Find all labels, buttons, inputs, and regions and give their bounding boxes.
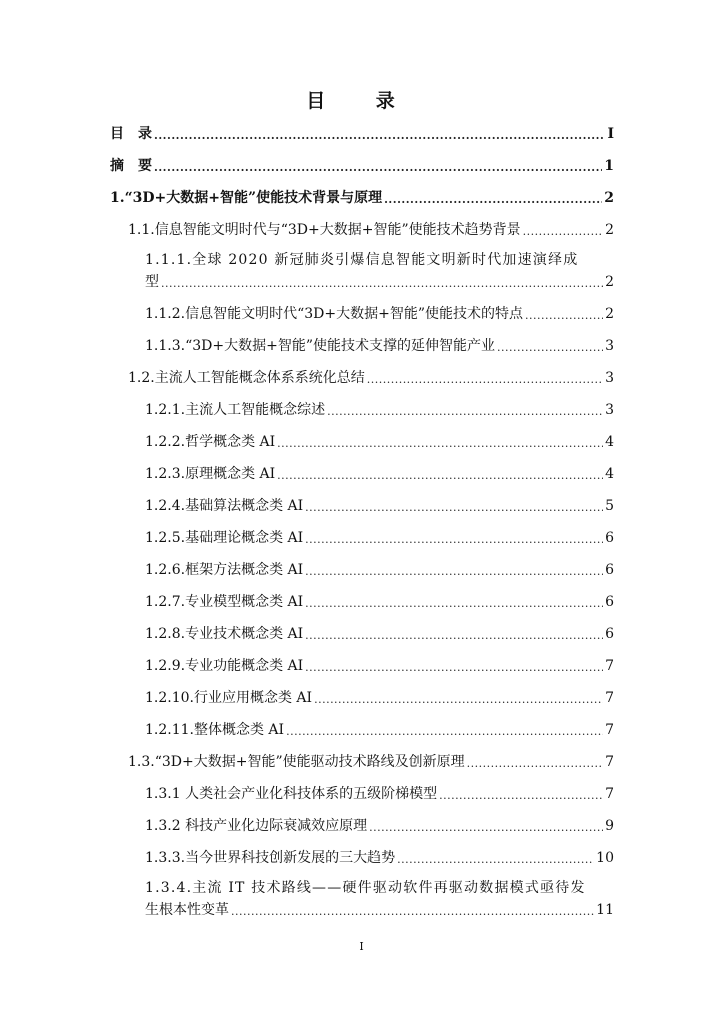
- toc-entry-label: 摘 要: [110, 158, 152, 174]
- toc-entry-page: 6: [605, 562, 614, 578]
- dot-leader: [397, 852, 594, 868]
- toc-entry-label: 1.2.6.框架方法概念类 AI: [145, 562, 304, 578]
- toc-entry-label: 1.2.9.专业功能概念类 AI: [145, 658, 304, 674]
- toc-entry-label: 目 录: [110, 126, 152, 142]
- dot-leader: [305, 532, 603, 548]
- toc-entry-page: 2: [605, 222, 614, 238]
- toc-entry-label: 1.1.信息智能文明时代与“3D+大数据+智能”使能技术趋势背景: [128, 222, 521, 238]
- toc-entry[interactable]: [145, 656, 614, 676]
- toc-entry[interactable]: [145, 272, 614, 292]
- toc-entry-page: 6: [605, 530, 614, 546]
- toc-entry-label: 1.2.主流人工智能概念体系系统化总结: [128, 370, 365, 386]
- toc-entry[interactable]: [110, 124, 614, 144]
- toc-entry-label-line1[interactable]: 1.3.4.主流 IT 技术路线——硬件驱动软件再驱动数据模式亟待发: [145, 880, 586, 896]
- toc-entry[interactable]: [145, 784, 614, 804]
- toc-entry-page: 3: [605, 338, 614, 354]
- toc-entry-label-line2: 型: [145, 274, 159, 290]
- toc-entry-label: 1.2.4.基础算法概念类 AI: [145, 498, 304, 514]
- dot-leader: [525, 308, 603, 324]
- toc-entry-label: 1.2.2.哲学概念类 AI: [145, 434, 276, 450]
- toc-entry[interactable]: [145, 400, 614, 420]
- toc-entry-page: 10: [596, 850, 614, 866]
- toc-entry-label: 1.1.2.信息智能文明时代“3D+大数据+智能”使能技术的特点: [145, 306, 523, 322]
- dot-leader: [384, 192, 602, 208]
- dot-leader: [154, 160, 602, 176]
- toc-entry-label: 1.2.1.主流人工智能概念综述: [145, 402, 326, 418]
- toc-entry-page: 6: [605, 626, 614, 642]
- toc-entry-page: 4: [605, 434, 614, 450]
- toc-entry-label: 1.3.“3D+大数据+智能”使能驱动技术路线及创新原理: [128, 754, 465, 770]
- dot-leader: [154, 128, 605, 144]
- dot-leader: [286, 724, 603, 740]
- page-number-footer: I: [359, 940, 364, 953]
- toc-entry-label: 1.3.2 科技产业化边际衰减效应原理: [145, 818, 368, 834]
- dot-leader: [467, 756, 603, 772]
- toc-entry-page: 2: [605, 274, 614, 290]
- toc-entry[interactable]: [110, 156, 614, 176]
- toc-entry-page: 3: [605, 402, 614, 418]
- toc-entry-page: 7: [605, 722, 614, 738]
- dot-leader: [161, 276, 603, 292]
- toc-entry[interactable]: [145, 432, 614, 452]
- toc-entry[interactable]: [145, 336, 614, 356]
- toc-entry-page: 7: [605, 786, 614, 802]
- toc-entry-label: 1.1.3.“3D+大数据+智能”使能技术支撑的延伸智能产业: [145, 338, 495, 354]
- dot-leader: [369, 820, 603, 836]
- toc-entry[interactable]: [145, 560, 614, 580]
- toc-entry-page: 2: [604, 190, 614, 206]
- dot-leader: [305, 628, 603, 644]
- toc-entry[interactable]: [145, 496, 614, 516]
- toc-entry[interactable]: [145, 592, 614, 612]
- toc-entry[interactable]: [128, 368, 614, 388]
- dot-leader: [277, 468, 603, 484]
- toc-entry-page: 3: [605, 370, 614, 386]
- toc-entry[interactable]: [128, 752, 614, 772]
- dot-leader: [305, 660, 603, 676]
- toc-entry-page: 1: [604, 158, 614, 174]
- toc-entry-label: 1.2.5.基础理论概念类 AI: [145, 530, 304, 546]
- toc-entry-label-line1[interactable]: 1.1.1.全球 2020 新冠肺炎引爆信息智能文明新时代加速演绎成: [145, 252, 579, 268]
- dot-leader: [277, 436, 603, 452]
- toc-entry-label-line2: 生根本性变革: [145, 902, 229, 918]
- toc-entry-page: 2: [605, 306, 614, 322]
- toc-entry-label: 1.2.11.整体概念类 AI: [145, 722, 285, 738]
- toc-entry[interactable]: [145, 816, 614, 836]
- toc-entry-page: I: [607, 126, 614, 142]
- toc-entry-page: 7: [605, 690, 614, 706]
- dot-leader: [327, 404, 603, 420]
- toc-title: 目 录: [306, 90, 417, 112]
- toc-entry-label: 1.3.1 人类社会产业化科技体系的五级阶梯模型: [145, 786, 438, 802]
- toc-entry-label: 1.“3D+大数据+智能”使能技术背景与原理: [110, 190, 383, 206]
- toc-entry[interactable]: [110, 188, 614, 208]
- toc-entry-label: 1.3.3.当今世界科技创新发展的三大趋势: [145, 850, 396, 866]
- toc-entry-label: 1.2.7.专业模型概念类 AI: [145, 594, 304, 610]
- toc-entry[interactable]: [145, 720, 614, 740]
- dot-leader: [231, 904, 594, 920]
- toc-entry[interactable]: [128, 220, 614, 240]
- dot-leader: [439, 788, 603, 804]
- toc-entry[interactable]: [145, 304, 614, 324]
- toc-entry[interactable]: [145, 848, 614, 868]
- dot-leader: [497, 340, 603, 356]
- toc-entry[interactable]: [145, 464, 614, 484]
- toc-entry[interactable]: [145, 624, 614, 644]
- toc-entry[interactable]: [145, 528, 614, 548]
- toc-entry[interactable]: [145, 900, 614, 920]
- toc-entry-page: 9: [605, 818, 614, 834]
- dot-leader: [305, 564, 603, 580]
- dot-leader: [367, 372, 603, 388]
- toc-entry-label: 1.2.8.专业技术概念类 AI: [145, 626, 304, 642]
- dot-leader: [314, 692, 603, 708]
- toc-entry-page: 7: [605, 754, 614, 770]
- toc-entry-page: 7: [605, 658, 614, 674]
- toc-entry-page: 4: [605, 466, 614, 482]
- dot-leader: [523, 224, 603, 240]
- toc-entry-page: 6: [605, 594, 614, 610]
- toc-entry-label: 1.2.10.行业应用概念类 AI: [145, 690, 313, 706]
- toc-entry-label: 1.2.3.原理概念类 AI: [145, 466, 276, 482]
- dot-leader: [305, 596, 603, 612]
- toc-entry[interactable]: [145, 688, 614, 708]
- toc-entry-page: 5: [605, 498, 614, 514]
- dot-leader: [305, 500, 603, 516]
- toc-entry-page: 11: [596, 902, 614, 918]
